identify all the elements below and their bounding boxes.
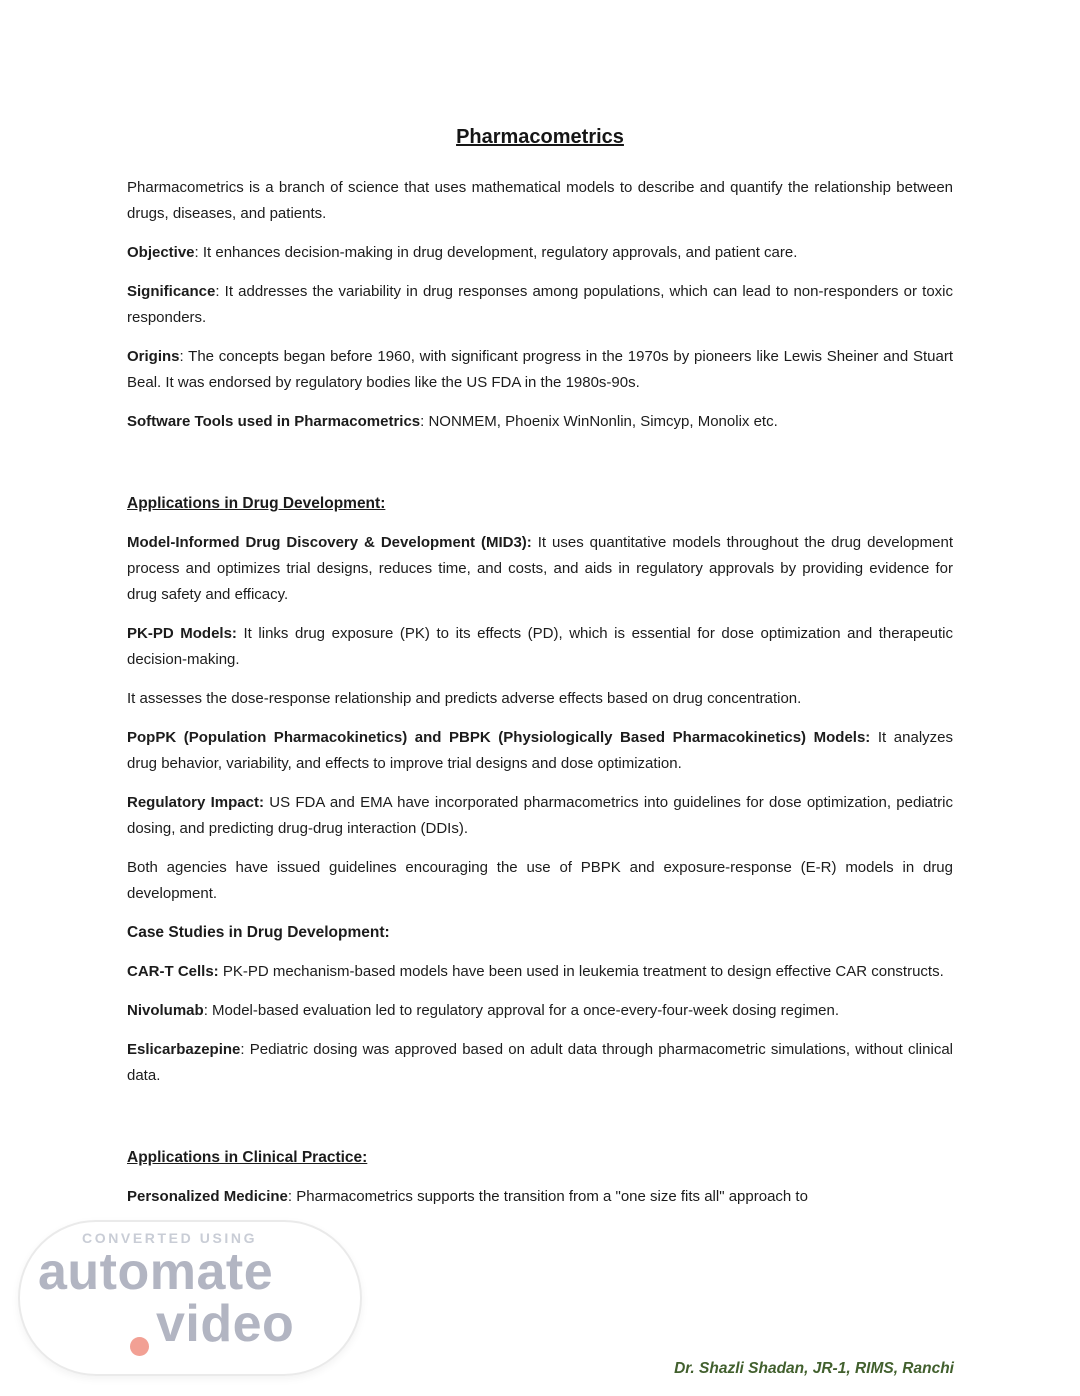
section-heading <box>127 1145 953 1171</box>
paragraph <box>127 725 953 777</box>
text-segment: : Model-based evaluation led to regulatory approval for a once-every-four-week dosing regimen. <box>203 1002 840 1019</box>
bold-text-segment: Nivolumab <box>127 1002 204 1019</box>
paragraph <box>127 175 953 227</box>
document-body <box>127 175 953 1210</box>
text-segment: US FDA and EMA have incorporated pharmacometrics into guidelines for dose optimization, pediatric dosing, and predicting drug-drug interaction (DDIs). <box>127 794 954 837</box>
text-segment: It links drug exposure (PK) to its effects (PD), which is essential for dose optimization and therapeutic decision-making. <box>127 625 953 668</box>
text-segment: : The concepts began before 1960, with significant progress in the 1970s by pioneers like Lewis Sheiner and Stuart Beal. It was endorsed by regulatory bodies like the US FDA in the 1980s-90s. <box>127 348 953 391</box>
bold-text-segment: PK-PD Models: <box>127 625 237 642</box>
section-heading <box>127 491 953 517</box>
section-heading <box>127 920 953 946</box>
paragraph <box>127 530 953 608</box>
bold-text-segment: Regulatory Impact: <box>127 794 264 811</box>
paragraph <box>127 409 953 435</box>
bold-text-segment: Personalized Medicine <box>127 1188 288 1205</box>
text-segment: : It addresses the variability in drug responses among populations, which can lead to non-responders or toxic responders. <box>127 283 953 326</box>
paragraph <box>127 959 953 985</box>
paragraph <box>127 344 953 396</box>
paragraph <box>127 998 953 1024</box>
paragraph <box>127 686 953 712</box>
bold-text-segment: Case Studies in Drug Development: <box>127 924 390 941</box>
text-segment: It analyzes drug behavior, variability, and effects to improve trial designs and dose optimization. <box>127 729 953 772</box>
bold-text-segment: Applications in Clinical Practice: <box>127 1149 368 1166</box>
watermark-dot-icon <box>130 1337 149 1356</box>
bold-text-segment: Applications in Drug Development: <box>127 495 386 512</box>
watermark-converted-using-label: CONVERTED USING <box>82 1230 258 1246</box>
paragraph <box>127 279 953 331</box>
text-segment: PK-PD mechanism-based models have been used in leukemia treatment to design effective CAR constructs. <box>218 963 944 980</box>
bold-text-segment: CAR-T Cells: <box>127 963 219 980</box>
text-segment: Both agencies have issued guidelines encouraging the use of PBPK and exposure-response (E-R) models in drug development. <box>127 859 953 902</box>
paragraph <box>127 790 953 842</box>
watermark-brand-video: video <box>156 1295 295 1353</box>
bold-text-segment: Model-Informed Drug Discovery & Development (MID3): <box>127 534 532 551</box>
text-segment: : It enhances decision-making in drug development, regulatory approvals, and patient care. <box>194 244 798 261</box>
bold-text-segment: Objective <box>127 244 195 261</box>
text-segment: It assesses the dose-response relationship and predicts adverse effects based on drug concentration. <box>127 690 802 707</box>
paragraph <box>127 855 953 907</box>
paragraph <box>127 1184 953 1210</box>
watermark-badge <box>18 1220 362 1376</box>
text-segment: It uses quantitative models throughout the drug development process and optimizes trial designs, reduces time, and costs, and aids in regulatory approvals by providing evidence for drug safety and efficacy. <box>127 534 953 603</box>
bold-text-segment: Eslicarbazepine <box>127 1041 241 1058</box>
text-segment: : Pharmacometrics supports the transition from a "one size fits all" approach to <box>287 1188 808 1205</box>
bold-text-segment: Software Tools used in Pharmacometrics <box>127 413 421 430</box>
text-segment: Pharmacometrics is a branch of science that uses mathematical models to describe and quantify the relationship between drugs, diseases, and patients. <box>127 179 953 222</box>
bold-text-segment: Origins <box>127 348 180 365</box>
text-segment: : Pediatric dosing was approved based on adult data through pharmacometric simulations, without clinical data. <box>127 1041 953 1084</box>
paragraph <box>127 1037 953 1089</box>
page-title: Pharmacometrics <box>456 126 624 148</box>
author-credit: Dr. Shazli Shadan, JR-1, RIMS, Ranchi <box>674 1360 954 1377</box>
text-segment: : NONMEM, Phoenix WinNonlin, Simcyp, Monolix etc. <box>420 413 778 430</box>
paragraph <box>127 621 953 673</box>
paragraph <box>127 240 953 266</box>
bold-text-segment: PopPK (Population Pharmacokinetics) and PBPK (Physiologically Based Pharmacokinetics) Models: <box>127 729 871 746</box>
watermark-brand-automate: automate <box>38 1243 274 1301</box>
bold-text-segment: Significance <box>127 283 216 300</box>
